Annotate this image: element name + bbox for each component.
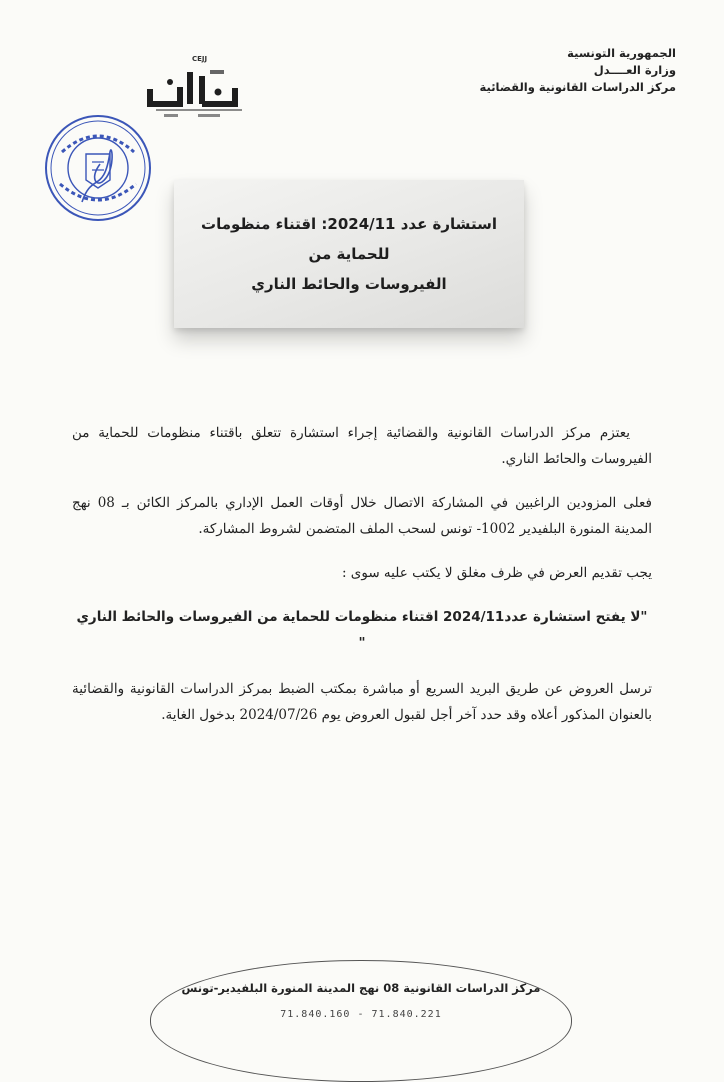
announcement-body <box>72 420 652 746</box>
title-line-2: الفيروسات والحائط الناري <box>251 275 447 293</box>
cejj-logo-icon <box>140 52 258 122</box>
consultation-title <box>179 209 519 299</box>
paragraph-deadline: ترسل العروض عن طريق البريد السريع أو مباشرة بمكتب الضبط بمركز الدراسات القانونية والقضائية بالعنوان المذكور أعلاه وقد حدد آخر أجل لقبول العروض يوم 2024/07/26 بدخول الغاية. <box>72 681 652 723</box>
footer-phone: 71.840.160 - 71.840.221 <box>280 1009 442 1020</box>
footer-address-oval <box>150 960 572 1082</box>
paragraph-envelope: يجب تقديم العرض في ظرف مغلق لا يكتب عليه سوى : <box>341 565 652 581</box>
paragraph-intent: يعتزم مركز الدراسات القانونية والقضائية إجراء استشارة تتعلق باقتناء منظومات للحماية من الفيروسات والحائط الناري. <box>72 425 652 467</box>
logo-text: CEJJ <box>192 55 208 63</box>
header-center: مركز الدراسات القانونية والقضائية <box>479 80 676 94</box>
footer-address: مركز الدراسات القانونية 08 نهج المدينة المنورة البلفيدير-تونس <box>181 981 541 995</box>
title-box <box>160 170 540 345</box>
header-republic: الجمهورية التونسية <box>567 46 676 60</box>
ministry-seal-icon <box>42 112 154 224</box>
title-box-face <box>174 180 524 328</box>
institution-header <box>466 45 676 96</box>
envelope-label-quote: "لا يفتح استشارة عدد2024/11 اقتناء منظومات للحماية من الفيروسات والحائط الناري " <box>76 609 648 651</box>
header-ministry: وزارة العــــدل <box>593 63 676 77</box>
paragraph-participation: فعلى المزودين الراغبين في المشاركة الاتصال خلال أوقات العمل الإداري بالمركز الكائن بـ 08 نهج المدينة المنورة البلفيدير 1002- تونس لسحب الملف المتضمن لشروط المشاركة. <box>72 495 652 537</box>
title-line-1: استشارة عدد 2024/11: اقتناء منظومات للحماية من <box>201 215 497 263</box>
